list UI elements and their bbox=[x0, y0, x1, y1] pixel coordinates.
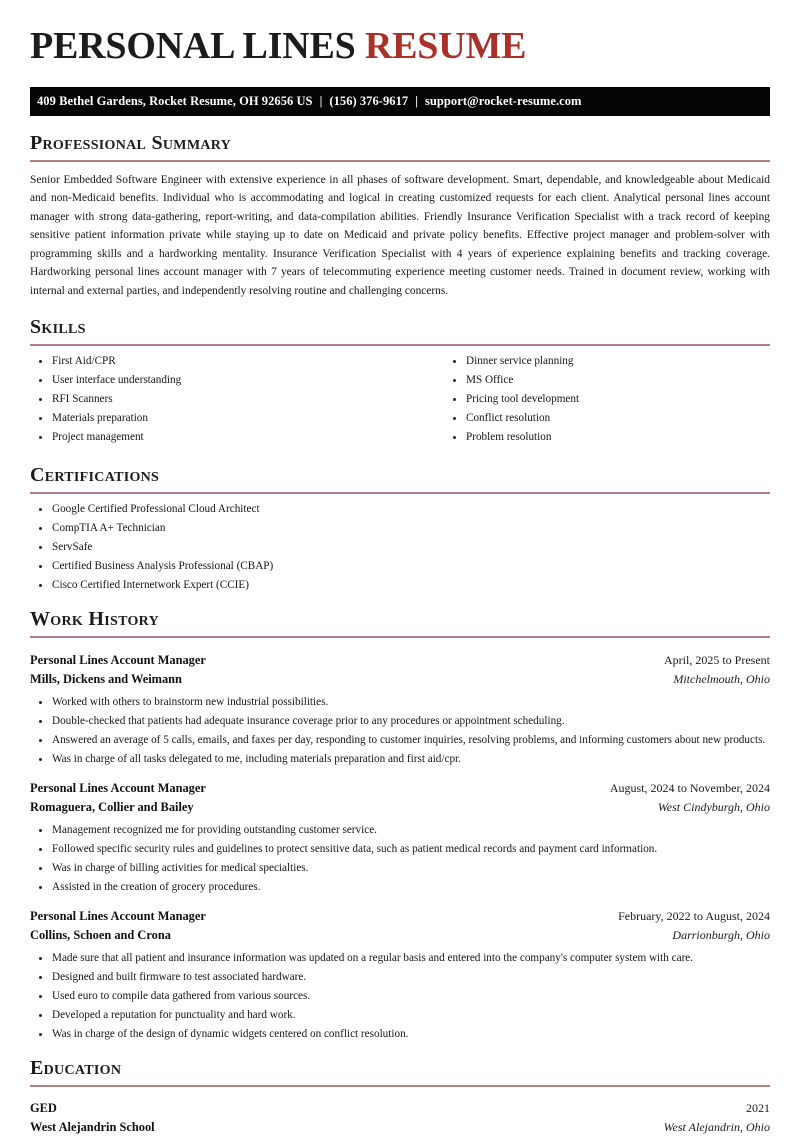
section-divider bbox=[30, 636, 770, 638]
job-company: Collins, Schoen and Crona bbox=[30, 927, 171, 942]
list-item: Followed specific security rules and guidelines to protect sensitive data, such as patient medical records and payment card information. bbox=[30, 842, 770, 856]
page-title bbox=[30, 0, 770, 65]
work-history-entry bbox=[30, 907, 770, 1041]
list-item: CompTIA A+ Technician bbox=[30, 521, 770, 535]
skills-list-left bbox=[30, 354, 400, 444]
list-item: ServSafe bbox=[30, 540, 770, 554]
section-divider bbox=[30, 160, 770, 162]
job-company-row bbox=[30, 926, 770, 945]
section-work-history bbox=[30, 609, 770, 1041]
job-company-row bbox=[30, 798, 770, 817]
list-item: RFI Scanners bbox=[30, 392, 400, 406]
education-degree-row bbox=[30, 1099, 770, 1118]
list-item: Problem resolution bbox=[444, 430, 770, 444]
contact-separator-1: | bbox=[319, 94, 323, 108]
list-item: Answered an average of 5 calls, emails, and faxes per day, responding to customer inquiries, resolving problems, and informing customers about new products. bbox=[30, 733, 770, 747]
list-item: Used euro to compile data gathered from various sources. bbox=[30, 989, 770, 1003]
list-item: Assisted in the creation of grocery procedures. bbox=[30, 880, 770, 894]
education-entry bbox=[30, 1099, 770, 1136]
section-education bbox=[30, 1058, 770, 1136]
list-item: Was in charge of all tasks delegated to me, including materials preparation and first aid/cpr. bbox=[30, 752, 770, 766]
contact-address: 409 Bethel Gardens, Rocket Resume, OH 92656 US bbox=[37, 94, 313, 108]
job-title-row bbox=[30, 907, 770, 926]
section-skills bbox=[30, 317, 770, 448]
list-item: Google Certified Professional Cloud Architect bbox=[30, 502, 770, 516]
job-bullets bbox=[30, 695, 770, 766]
skills-list-right bbox=[444, 354, 770, 444]
list-item: Was in charge of the design of dynamic widgets centered on conflict resolution. bbox=[30, 1027, 770, 1041]
job-dates: August, 2024 to November, 2024 bbox=[609, 781, 770, 796]
list-item: Dinner service planning bbox=[444, 354, 770, 368]
job-title-row bbox=[30, 651, 770, 670]
education-school: West Alejandrin School bbox=[30, 1119, 155, 1134]
certifications-list bbox=[30, 502, 770, 592]
education-year: 2021 bbox=[746, 1100, 770, 1115]
education-location: West Alejandrin, Ohio bbox=[663, 1119, 770, 1134]
list-item: Certified Business Analysis Professional (CBAP) bbox=[30, 559, 770, 573]
section-divider bbox=[30, 1085, 770, 1087]
list-item: Developed a reputation for punctuality and hard work. bbox=[30, 1008, 770, 1022]
job-location: Darrionburgh, Ohio bbox=[672, 927, 770, 942]
list-item: Double-checked that patients had adequate insurance coverage prior to any procedures or appointment scheduling. bbox=[30, 714, 770, 728]
list-item: MS Office bbox=[444, 373, 770, 387]
list-item: User interface understanding bbox=[30, 373, 400, 387]
job-bullets bbox=[30, 951, 770, 1041]
job-dates: February, 2022 to August, 2024 bbox=[618, 909, 770, 924]
work-history-entry bbox=[30, 779, 770, 894]
job-dates: April, 2025 to Present bbox=[664, 653, 770, 668]
list-item: Cisco Certified Internetwork Expert (CCIE) bbox=[30, 578, 770, 592]
list-item: Conflict resolution bbox=[444, 411, 770, 425]
section-heading-work-history: Work History bbox=[30, 608, 159, 631]
job-bullets bbox=[30, 823, 770, 894]
section-divider bbox=[30, 492, 770, 494]
section-divider bbox=[30, 344, 770, 346]
section-heading-skills: Skills bbox=[30, 316, 86, 339]
section-professional-summary bbox=[30, 133, 770, 300]
list-item: Pricing tool development bbox=[444, 392, 770, 406]
skills-column-right bbox=[400, 354, 770, 448]
skills-columns bbox=[30, 354, 770, 448]
job-title: Personal Lines Account Manager bbox=[30, 909, 206, 924]
skills-column-left bbox=[30, 354, 400, 448]
job-company-row bbox=[30, 670, 770, 689]
section-certifications bbox=[30, 465, 770, 592]
job-company: Mills, Dickens and Weimann bbox=[30, 671, 182, 686]
education-degree: GED bbox=[30, 1100, 57, 1115]
job-location: Mitchelmouth, Ohio bbox=[673, 671, 770, 686]
contact-separator-2: | bbox=[415, 94, 419, 108]
list-item: Management recognized me for providing outstanding customer service. bbox=[30, 823, 770, 837]
list-item: Was in charge of billing activities for medical specialties. bbox=[30, 861, 770, 875]
job-title: Personal Lines Account Manager bbox=[30, 781, 206, 796]
contact-bar bbox=[30, 87, 770, 116]
contact-phone[interactable]: (156) 376-9617 bbox=[329, 94, 409, 108]
summary-text: Senior Embedded Software Engineer with extensive experience in all phases of software development. Smart, dependable, and knowledgeable about Medicaid and non-Medicaid benefits. Individual who is accommodating and logical in creating customized requests for each client. Analytical personal lines account manager with strong data-gathering, report-writing, and data-compilation abilities. Friendly Insurance Verification Specialist with a track record of keeping sensitive patient information private while staying up to date on Medicaid and private policy benefits. Effective project manager and problem-solver with programming skills and a hardworking mentality. Insurance Verification Specialist with 4 years of experience explaining benefits and tracking coverage. Hardworking personal lines account manager with 7 years of telecommuting experience meeting customer needs. Trained in document review, working with internal and external parties, and independently resolving routine and challenging concerns. bbox=[30, 174, 770, 297]
education-school-row bbox=[30, 1118, 770, 1136]
contact-email[interactable]: support@rocket-resume.com bbox=[425, 94, 582, 108]
job-title: Personal Lines Account Manager bbox=[30, 653, 206, 668]
section-heading-summary: Professional Summary bbox=[30, 132, 232, 154]
list-item: First Aid/CPR bbox=[30, 354, 400, 368]
list-item: Worked with others to brainstorm new industrial possibilities. bbox=[30, 695, 770, 709]
list-item: Made sure that all patient and insurance information was updated on a regular basis and entered into the company's computer system with care. bbox=[30, 951, 770, 965]
title-accent: RESUME bbox=[364, 25, 527, 67]
job-location: West Cindyburgh, Ohio bbox=[657, 799, 770, 814]
list-item: Project management bbox=[30, 430, 400, 444]
job-company: Romaguera, Collier and Bailey bbox=[30, 799, 194, 814]
job-title-row bbox=[30, 779, 770, 798]
section-heading-certifications: Certifications bbox=[30, 464, 160, 487]
list-item: Materials preparation bbox=[30, 411, 400, 425]
work-history-entry bbox=[30, 651, 770, 766]
title-primary: PERSONAL LINES bbox=[30, 25, 356, 67]
section-heading-education: Education bbox=[30, 1056, 122, 1079]
list-item: Designed and built firmware to test associated hardware. bbox=[30, 970, 770, 984]
